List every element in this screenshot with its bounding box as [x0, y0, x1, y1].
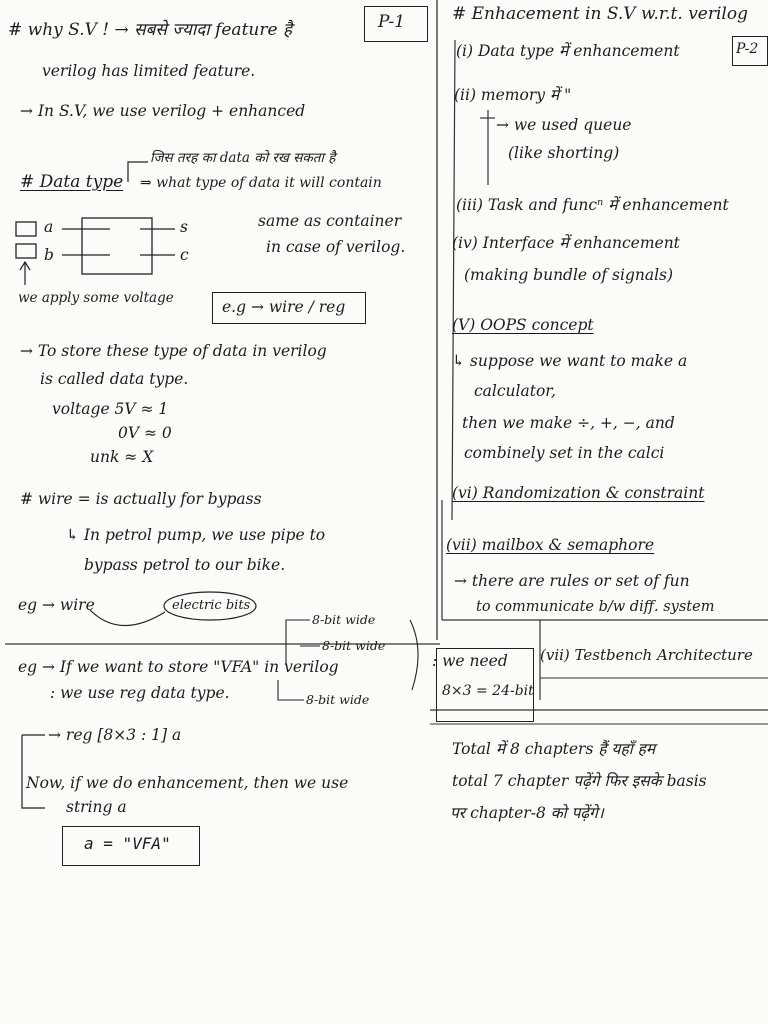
- item-memory: (ii) memory में ": [454, 86, 572, 104]
- left-title: # why S.V ! → सबसे ज्यादा feature है: [8, 20, 292, 40]
- summary-line-1: Total में 8 chapters हैं यहाँ हम: [452, 740, 656, 758]
- item-randomization: (vi) Randomization & constraint: [452, 484, 705, 502]
- store-line-1: → To store these type of data in verilog: [20, 342, 327, 360]
- verilog-limited: verilog has limited feature.: [42, 62, 256, 80]
- vfa-line-2: : we use reg data type.: [50, 684, 230, 702]
- summary-line-2: total 7 chapter पढ़ेंगे फिर इसके basis: [452, 772, 707, 790]
- item-mailbox: (vii) mailbox & semaphore: [446, 536, 655, 554]
- store-line-2: is called data type.: [40, 370, 189, 388]
- item-data-type: (i) Data type में enhancement: [456, 42, 680, 60]
- oops-line-1: ↳ suppose we want to make a: [452, 352, 688, 370]
- right-page-tag: P-2: [736, 41, 759, 57]
- mailbox-line-1: → there are rules or set of fun: [454, 572, 690, 590]
- vfa-line-1: eg → If we want to store "VFA" in verilog: [18, 658, 339, 676]
- item-interface: (iv) Interface में enhancement: [452, 234, 680, 252]
- hindi-note: जिस तरह का data को रख सकता है: [150, 150, 336, 166]
- string-assign: a = "VFA": [84, 834, 171, 853]
- calc-bits: 8×3 = 24-bit: [442, 683, 534, 699]
- queue-line-1: → we used queue: [496, 116, 632, 134]
- item-oops: (V) OOPS concept: [452, 316, 594, 334]
- data-type-def: ⇒ what type of data it will contain: [140, 175, 382, 191]
- reg-declaration: → reg [8×3 : 1] a: [48, 726, 182, 744]
- input-a: a: [44, 218, 54, 236]
- petrol-line-2: bypass petrol to our bike.: [84, 556, 286, 574]
- sv-enhanced: → In S.V, we use verilog + enhanced: [20, 102, 306, 120]
- eg-wire-reg: e.g → wire / reg: [222, 298, 346, 316]
- interface-note: (making bundle of signals): [464, 266, 674, 284]
- queue-line-2: (like shorting): [508, 144, 620, 162]
- output-c: c: [180, 246, 189, 264]
- oops-line-2: calculator,: [474, 382, 556, 400]
- petrol-line-1: ↳ In petrol pump, we use pipe to: [66, 526, 326, 544]
- item-testbench: (vii) Testbench Architecture: [540, 646, 753, 664]
- wire-def: # wire = is actually for bypass: [20, 490, 262, 508]
- input-b: b: [44, 246, 54, 264]
- voltage-1: voltage 5V ≈ 1: [52, 400, 169, 418]
- data-type-heading: # Data type: [20, 172, 124, 192]
- bit-wide-1: 8-bit wide: [312, 612, 376, 627]
- oops-line-3: then we make ÷, +, −, and: [462, 414, 675, 432]
- electric-bits: electric bits: [172, 598, 251, 613]
- unk-x: unk ≈ X: [90, 448, 154, 466]
- eg-wire: eg → wire: [18, 596, 95, 614]
- mailbox-line-2: to communicate b/w diff. system: [476, 599, 715, 615]
- output-s: s: [180, 218, 188, 236]
- we-need: : we need: [432, 652, 508, 670]
- now-line-2: string a: [66, 798, 127, 816]
- now-line-1: Now, if we do enhancement, then we use: [26, 774, 349, 792]
- voltage-0: 0V ≈ 0: [118, 424, 172, 442]
- left-page-tag: P-1: [378, 12, 406, 32]
- same-as-container: same as container: [258, 212, 402, 230]
- oops-line-4: combinely set in the calci: [464, 444, 665, 462]
- apply-voltage: we apply some voltage: [18, 290, 174, 306]
- bit-wide-2: 8-bit wide: [322, 638, 386, 653]
- right-title: # Enhacement in S.V w.r.t. verilog: [452, 4, 748, 24]
- summary-line-3: पर chapter-8 को पढ़ेंगे।: [450, 804, 604, 822]
- bit-wide-3: 8-bit wide: [306, 692, 370, 707]
- in-case-verilog: in case of verilog.: [266, 238, 406, 256]
- item-task-func: (iii) Task and funcⁿ में enhancement: [456, 196, 729, 214]
